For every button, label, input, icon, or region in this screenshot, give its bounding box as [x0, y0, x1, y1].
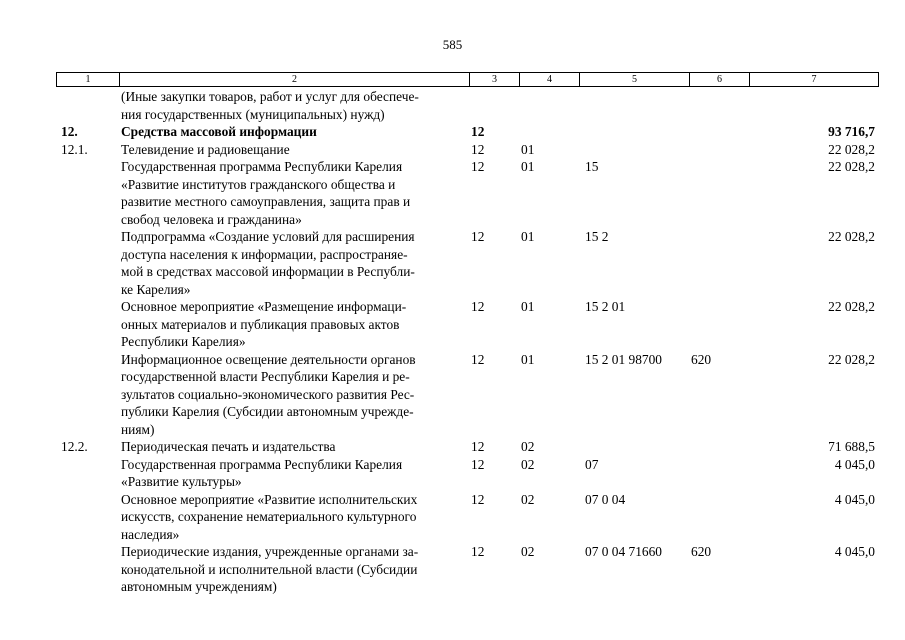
- expense-type-code: [689, 438, 749, 456]
- row-number: [56, 491, 119, 544]
- table-row: [56, 88, 878, 123]
- row-description: [119, 228, 469, 298]
- column-header-cell: 6: [690, 73, 750, 87]
- expense-type-code: [689, 88, 749, 123]
- description-line: (Иные закупки товаров, работ и услуг для обеспече-: [121, 89, 419, 104]
- description-line: Средства массовой информации: [121, 124, 317, 139]
- description-line: развитие местного самоуправления, защита прав и: [121, 194, 411, 209]
- table-row: [56, 438, 878, 456]
- table-row: [56, 298, 878, 351]
- amount: [749, 88, 878, 123]
- subsection-code: 02: [521, 439, 535, 454]
- section-code: 12: [471, 229, 485, 244]
- description-line: Телевидение и радиовещание: [121, 141, 290, 157]
- row-description: [119, 141, 469, 159]
- target-article-code: 07: [585, 456, 599, 472]
- column-header-cell: 3: [470, 73, 520, 87]
- target-article-code: 15 2 01 98700: [585, 351, 662, 367]
- table-row: [56, 141, 878, 159]
- expense-type-code: [689, 456, 749, 491]
- amount: 22 028,2: [828, 229, 875, 244]
- description-line: мой в средствах массовой информации в Республи-: [121, 264, 415, 279]
- subsection-code: 01: [521, 299, 535, 314]
- target-article-code: [579, 438, 689, 456]
- row-number: 12.2.: [61, 439, 88, 454]
- target-article-code: [579, 123, 689, 141]
- expense-type-code: 620: [691, 351, 712, 367]
- description-line: «Развитие институтов гражданского общества и: [121, 176, 396, 192]
- table-row: [56, 228, 878, 298]
- column-header-row: [57, 73, 879, 87]
- description-line: государственной власти Республики Карелия и ре-: [121, 369, 410, 384]
- section-code: 12: [471, 141, 485, 157]
- amount: 93 716,7: [828, 124, 875, 139]
- amount: 4 045,0: [834, 544, 875, 559]
- description-line: искусств, сохранение нематериального культурного: [121, 509, 417, 524]
- column-header-cell: 1: [57, 73, 120, 87]
- table-row: [56, 158, 878, 228]
- section-code: 12: [471, 124, 485, 139]
- description-line: Республики Карелия»: [121, 334, 246, 349]
- row-description: [119, 456, 469, 491]
- amount: 22 028,2: [828, 299, 875, 314]
- amount: 22 028,2: [828, 159, 875, 174]
- expense-type-code: [689, 228, 749, 298]
- row-description: [119, 438, 469, 456]
- description-line: доступа населения к информации, распространяе-: [121, 246, 408, 262]
- description-line: «Развитие культуры»: [121, 474, 242, 489]
- table-row: [56, 456, 878, 491]
- table-row: [56, 123, 878, 141]
- amount: 71 688,5: [828, 439, 875, 454]
- page-number: 585: [442, 37, 463, 52]
- description-line: Периодическая печать и издательства: [121, 439, 336, 454]
- row-number: [56, 543, 119, 596]
- target-article-code: [579, 88, 689, 123]
- description-line: Информационное освещение деятельности органов: [121, 351, 416, 367]
- subsection-code: 01: [521, 351, 535, 367]
- table-row: [56, 491, 878, 544]
- target-article-code: 07 0 04: [585, 491, 626, 507]
- column-header-cell: 7: [750, 73, 879, 87]
- budget-table-body: [56, 88, 878, 596]
- target-article-code: 15 2: [585, 229, 609, 244]
- target-article-code: [579, 141, 689, 159]
- column-header-cell: 5: [580, 73, 690, 87]
- subsection-code: 02: [521, 491, 535, 507]
- row-number: [56, 158, 119, 228]
- subsection-code: 01: [521, 159, 535, 174]
- description-line: Государственная программа Республики Карелия: [121, 159, 403, 174]
- description-line: наследия»: [121, 526, 180, 542]
- column-header-cell: 2: [120, 73, 470, 87]
- amount: 22 028,2: [828, 141, 875, 157]
- row-description: [119, 351, 469, 439]
- expense-type-code: [689, 491, 749, 544]
- description-line: ния государственных (муниципальных) нужд): [121, 106, 385, 122]
- description-line: зультатов социально-экономического развития Рес-: [121, 386, 415, 402]
- amount: 4 045,0: [834, 491, 875, 507]
- description-line: Подпрограмма «Создание условий для расширения: [121, 229, 415, 244]
- row-number: [56, 228, 119, 298]
- description-line: ниям): [121, 421, 155, 437]
- description-line: конодательной и исполнительной власти (Субсидии: [121, 561, 418, 577]
- description-line: Периодические издания, учрежденные органами за-: [121, 544, 419, 559]
- section-code: [469, 88, 519, 123]
- description-line: Государственная программа Республики Карелия: [121, 456, 403, 472]
- table-row: [56, 543, 878, 596]
- table-row: [56, 351, 878, 439]
- section-code: 12: [471, 159, 485, 174]
- row-number: [56, 351, 119, 439]
- subsection-code: 02: [521, 456, 535, 472]
- expense-type-code: [689, 141, 749, 159]
- row-description: [119, 123, 469, 141]
- description-line: ке Карелия»: [121, 281, 191, 297]
- subsection-code: 01: [521, 229, 535, 244]
- expense-type-code: [689, 158, 749, 228]
- section-code: 12: [471, 456, 485, 472]
- column-header-table: [56, 72, 879, 87]
- column-header-cell: 4: [520, 73, 580, 87]
- section-code: 12: [471, 491, 485, 507]
- section-code: 12: [471, 439, 485, 454]
- description-line: Основное мероприятие «Развитие исполнительских: [121, 491, 418, 507]
- expense-type-code: 620: [691, 544, 712, 559]
- row-description: [119, 543, 469, 596]
- row-number: [56, 88, 119, 123]
- subsection-code: [519, 123, 579, 141]
- row-number: 12.: [61, 124, 78, 139]
- target-article-code: 15 2 01: [585, 299, 626, 314]
- description-line: автономным учреждениям): [121, 579, 277, 594]
- section-code: 12: [471, 544, 485, 559]
- row-number: 12.1.: [61, 141, 88, 157]
- row-description: [119, 491, 469, 544]
- subsection-code: [519, 88, 579, 123]
- description-line: онных материалов и публикация правовых актов: [121, 316, 400, 332]
- description-line: публики Карелия (Субсидии автономным учрежде-: [121, 404, 414, 419]
- amount: 22 028,2: [828, 351, 875, 367]
- description-line: Основное мероприятие «Размещение информаци-: [121, 299, 407, 314]
- amount: 4 045,0: [834, 456, 875, 472]
- expense-type-code: [689, 123, 749, 141]
- description-line: свобод человека и гражданина»: [121, 211, 302, 227]
- row-number: [56, 298, 119, 351]
- row-description: [119, 298, 469, 351]
- section-code: 12: [471, 299, 485, 314]
- subsection-code: 01: [521, 141, 535, 157]
- expense-type-code: [689, 298, 749, 351]
- row-number: [56, 456, 119, 491]
- section-code: 12: [471, 351, 485, 367]
- row-description: [119, 88, 469, 123]
- target-article-code: 15: [585, 159, 599, 174]
- row-description: [119, 158, 469, 228]
- subsection-code: 02: [521, 544, 535, 559]
- target-article-code: 07 0 04 71660: [585, 544, 662, 559]
